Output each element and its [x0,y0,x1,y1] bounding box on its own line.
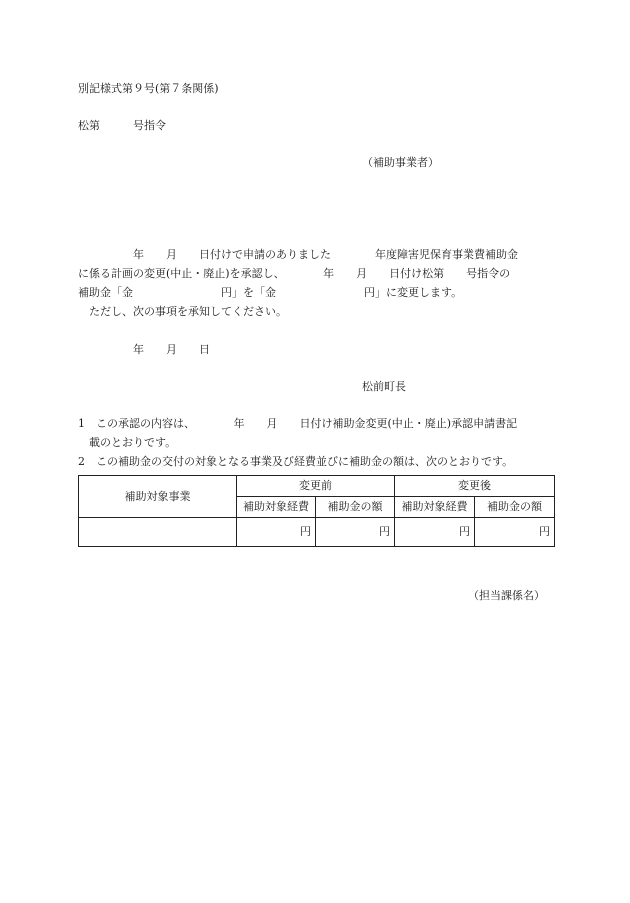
body-line-4: ただし、次の事項を承知してください。 [78,305,287,318]
after-amount-cell: 円 [475,518,555,547]
body-line-1: 年 月 日付けで申請のありました 年度障害児保育事業費補助金 [78,248,518,261]
after-cost-cell: 円 [395,518,475,547]
document-number: 松第 号指令 [78,119,166,132]
table-row [79,518,555,547]
note-1-line-1: 1 この承認の内容は、 年 月 日付け補助金変更(中止・廃止)承認申請書記 [78,417,518,430]
after-cost-header: 補助対象経費 [395,497,475,518]
project-cell [79,518,237,547]
approval-date: 年 月 日 [78,343,210,356]
note-1-line-2: 載のとおりです。 [78,436,177,449]
form-reference: 別記様式第９号(第７条関係) [78,82,219,95]
project-column-header: 補助対象事業 [79,476,237,518]
subsidy-table [78,475,555,547]
issuer-name: 松前町長 [362,380,406,393]
body-line-2: に係る計画の変更(中止・廃止)を承認し、 年 月 日付け松第 号指令の [78,267,511,280]
contact-department: （担当課係名） [468,589,545,602]
note-2: 2 この補助金の交付の対象となる事業及び経費並びに補助金の額は、次のとおりです。 [78,455,514,468]
before-change-header: 変更前 [237,476,395,497]
body-line-3: 補助金「金 円」を「金 円」に変更します。 [78,286,463,299]
table-header-row [79,476,555,497]
before-cost-header: 補助対象経費 [237,497,316,518]
recipient-label: （補助事業者） [362,156,439,169]
after-amount-header: 補助金の額 [475,497,555,518]
before-amount-header: 補助金の額 [316,497,395,518]
after-change-header: 変更後 [395,476,555,497]
before-amount-cell: 円 [316,518,395,547]
before-cost-cell: 円 [237,518,316,547]
